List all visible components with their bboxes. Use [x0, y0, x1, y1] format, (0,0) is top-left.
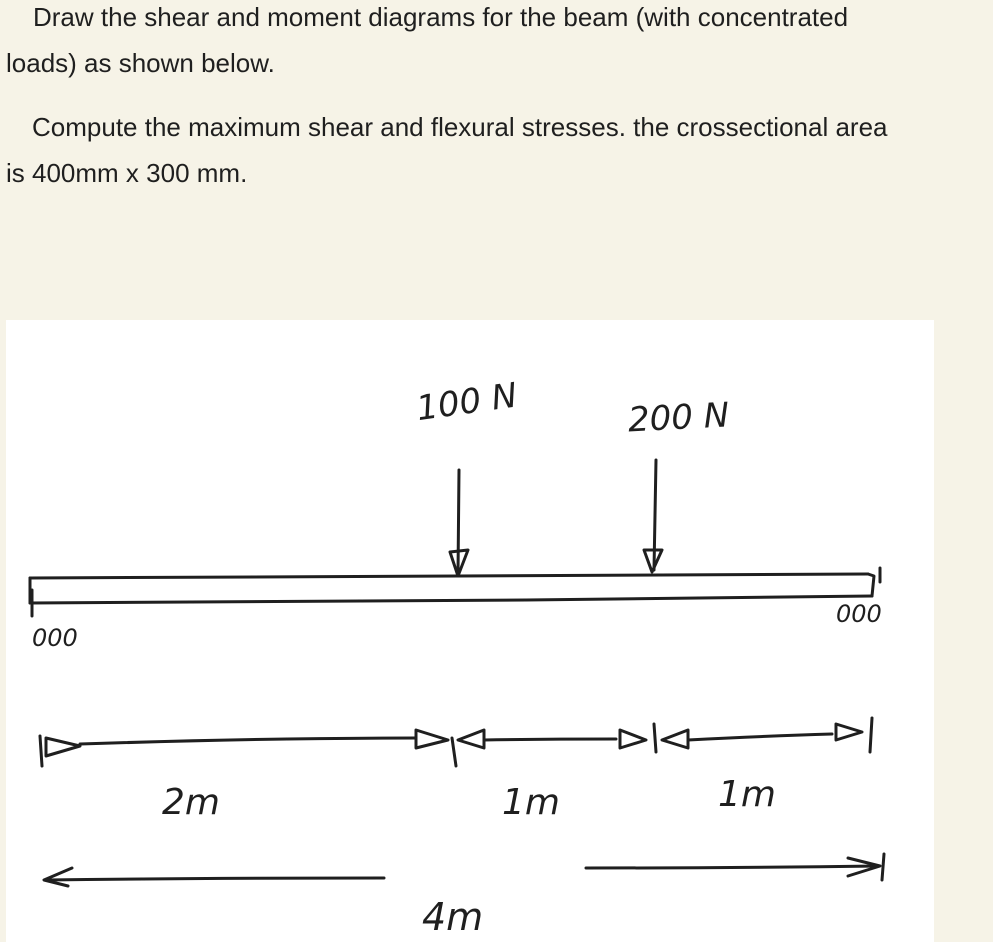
question-line-2: loads) as shown below. [6, 48, 275, 78]
left-support-label: 000 [32, 624, 78, 652]
total-dimension-line [44, 854, 884, 886]
load-200n-label: 200 N [626, 395, 731, 441]
question-line-3: Compute the maximum shear and flexural stresses. the crossectional area [32, 112, 888, 142]
question-paragraph-1 [0, 0, 993, 86]
load-100n-arrow [450, 470, 468, 576]
span-1m-label-a: 1m [502, 782, 560, 823]
load-100n-label: 100 N [413, 375, 520, 430]
beam-figure [6, 320, 934, 942]
load-200n-arrow [644, 460, 662, 572]
span-dimension-line [40, 718, 872, 766]
question-line-4: is 400mm x 300 mm. [6, 158, 248, 188]
span-1m-label-b: 1m [718, 774, 776, 815]
span-2m-label: 2m [162, 782, 220, 823]
beam [30, 574, 874, 603]
question-paragraph-2 [0, 104, 993, 196]
question-line-1: Draw the shear and moment diagrams for the beam (with concentrated [33, 2, 849, 32]
right-support-label: 000 [836, 600, 882, 628]
total-4m-label: 4m [422, 895, 484, 939]
